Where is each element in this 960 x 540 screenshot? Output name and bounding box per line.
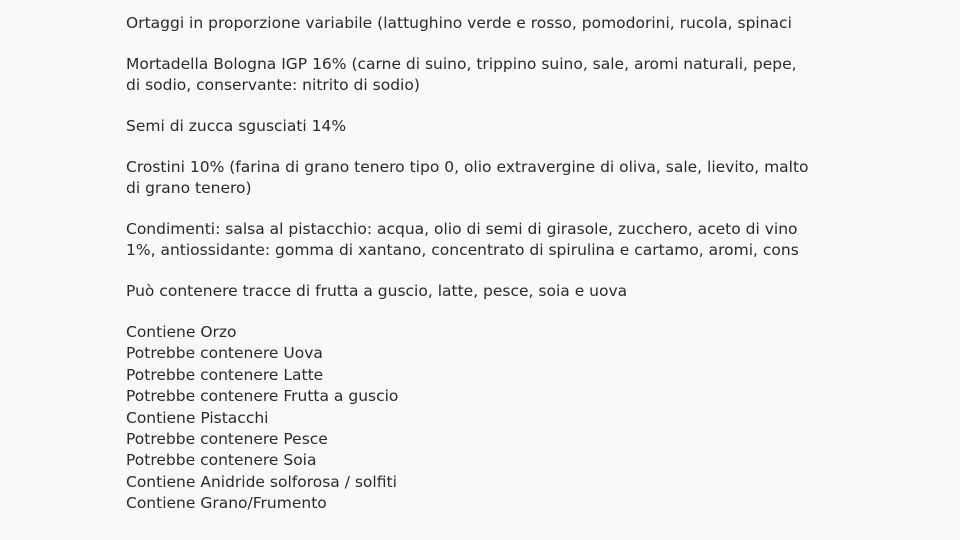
ingredient-line: Ortaggi in proporzione variabile (lattughino verde e rosso, pomodorini, rucola, spinaci	[126, 14, 792, 32]
ingredient-line: Condimenti: salsa al pistacchio: acqua, olio di semi di girasole, zucchero, aceto di vino	[126, 220, 798, 238]
allergen-item: Potrebbe contenere Latte	[126, 365, 324, 384]
ingredient-vegetables	[126, 13, 836, 34]
allergen-item: Contiene Grano/Frumento	[126, 494, 327, 513]
product-info-panel	[126, 13, 836, 515]
allergen-item: Potrebbe contenere Uova	[126, 344, 323, 363]
allergen-item: Contiene Anidride solforosa / solfiti	[126, 472, 397, 491]
allergen-item: Potrebbe contenere Frutta a guscio	[126, 387, 399, 406]
allergen-list	[126, 322, 836, 515]
ingredient-line: Crostini 10% (farina di grano tenero tipo 0, olio extravergine di oliva, sale, lievito, malto	[126, 158, 809, 176]
ingredient-line: di grano tenero)	[126, 179, 252, 197]
ingredient-croutons	[126, 157, 836, 199]
ingredient-line: Mortadella Bologna IGP 16% (carne di suino, trippino suino, sale, aromi naturali, pepe,	[126, 55, 797, 73]
ingredient-line: Può contenere tracce di frutta a guscio, latte, pesce, soia e uova	[126, 282, 628, 300]
ingredients-section	[126, 13, 836, 302]
traces-warning	[126, 281, 836, 302]
ingredient-condiments	[126, 219, 836, 261]
allergen-item: Potrebbe contenere Soia	[126, 451, 317, 470]
ingredient-line: di sodio, conservante: nitrito di sodio)	[126, 76, 420, 94]
allergen-item: Contiene Pistacchi	[126, 408, 269, 427]
ingredient-line: 1%, antiossidante: gomma di xantano, concentrato di spirulina e cartamo, aromi, cons	[126, 241, 799, 259]
allergen-item: Contiene Orzo	[126, 323, 237, 341]
allergen-item: Potrebbe contenere Pesce	[126, 430, 328, 449]
ingredient-mortadella	[126, 54, 836, 96]
ingredient-pumpkin-seeds	[126, 116, 836, 137]
ingredient-line: Semi di zucca sgusciati 14%	[126, 117, 347, 135]
